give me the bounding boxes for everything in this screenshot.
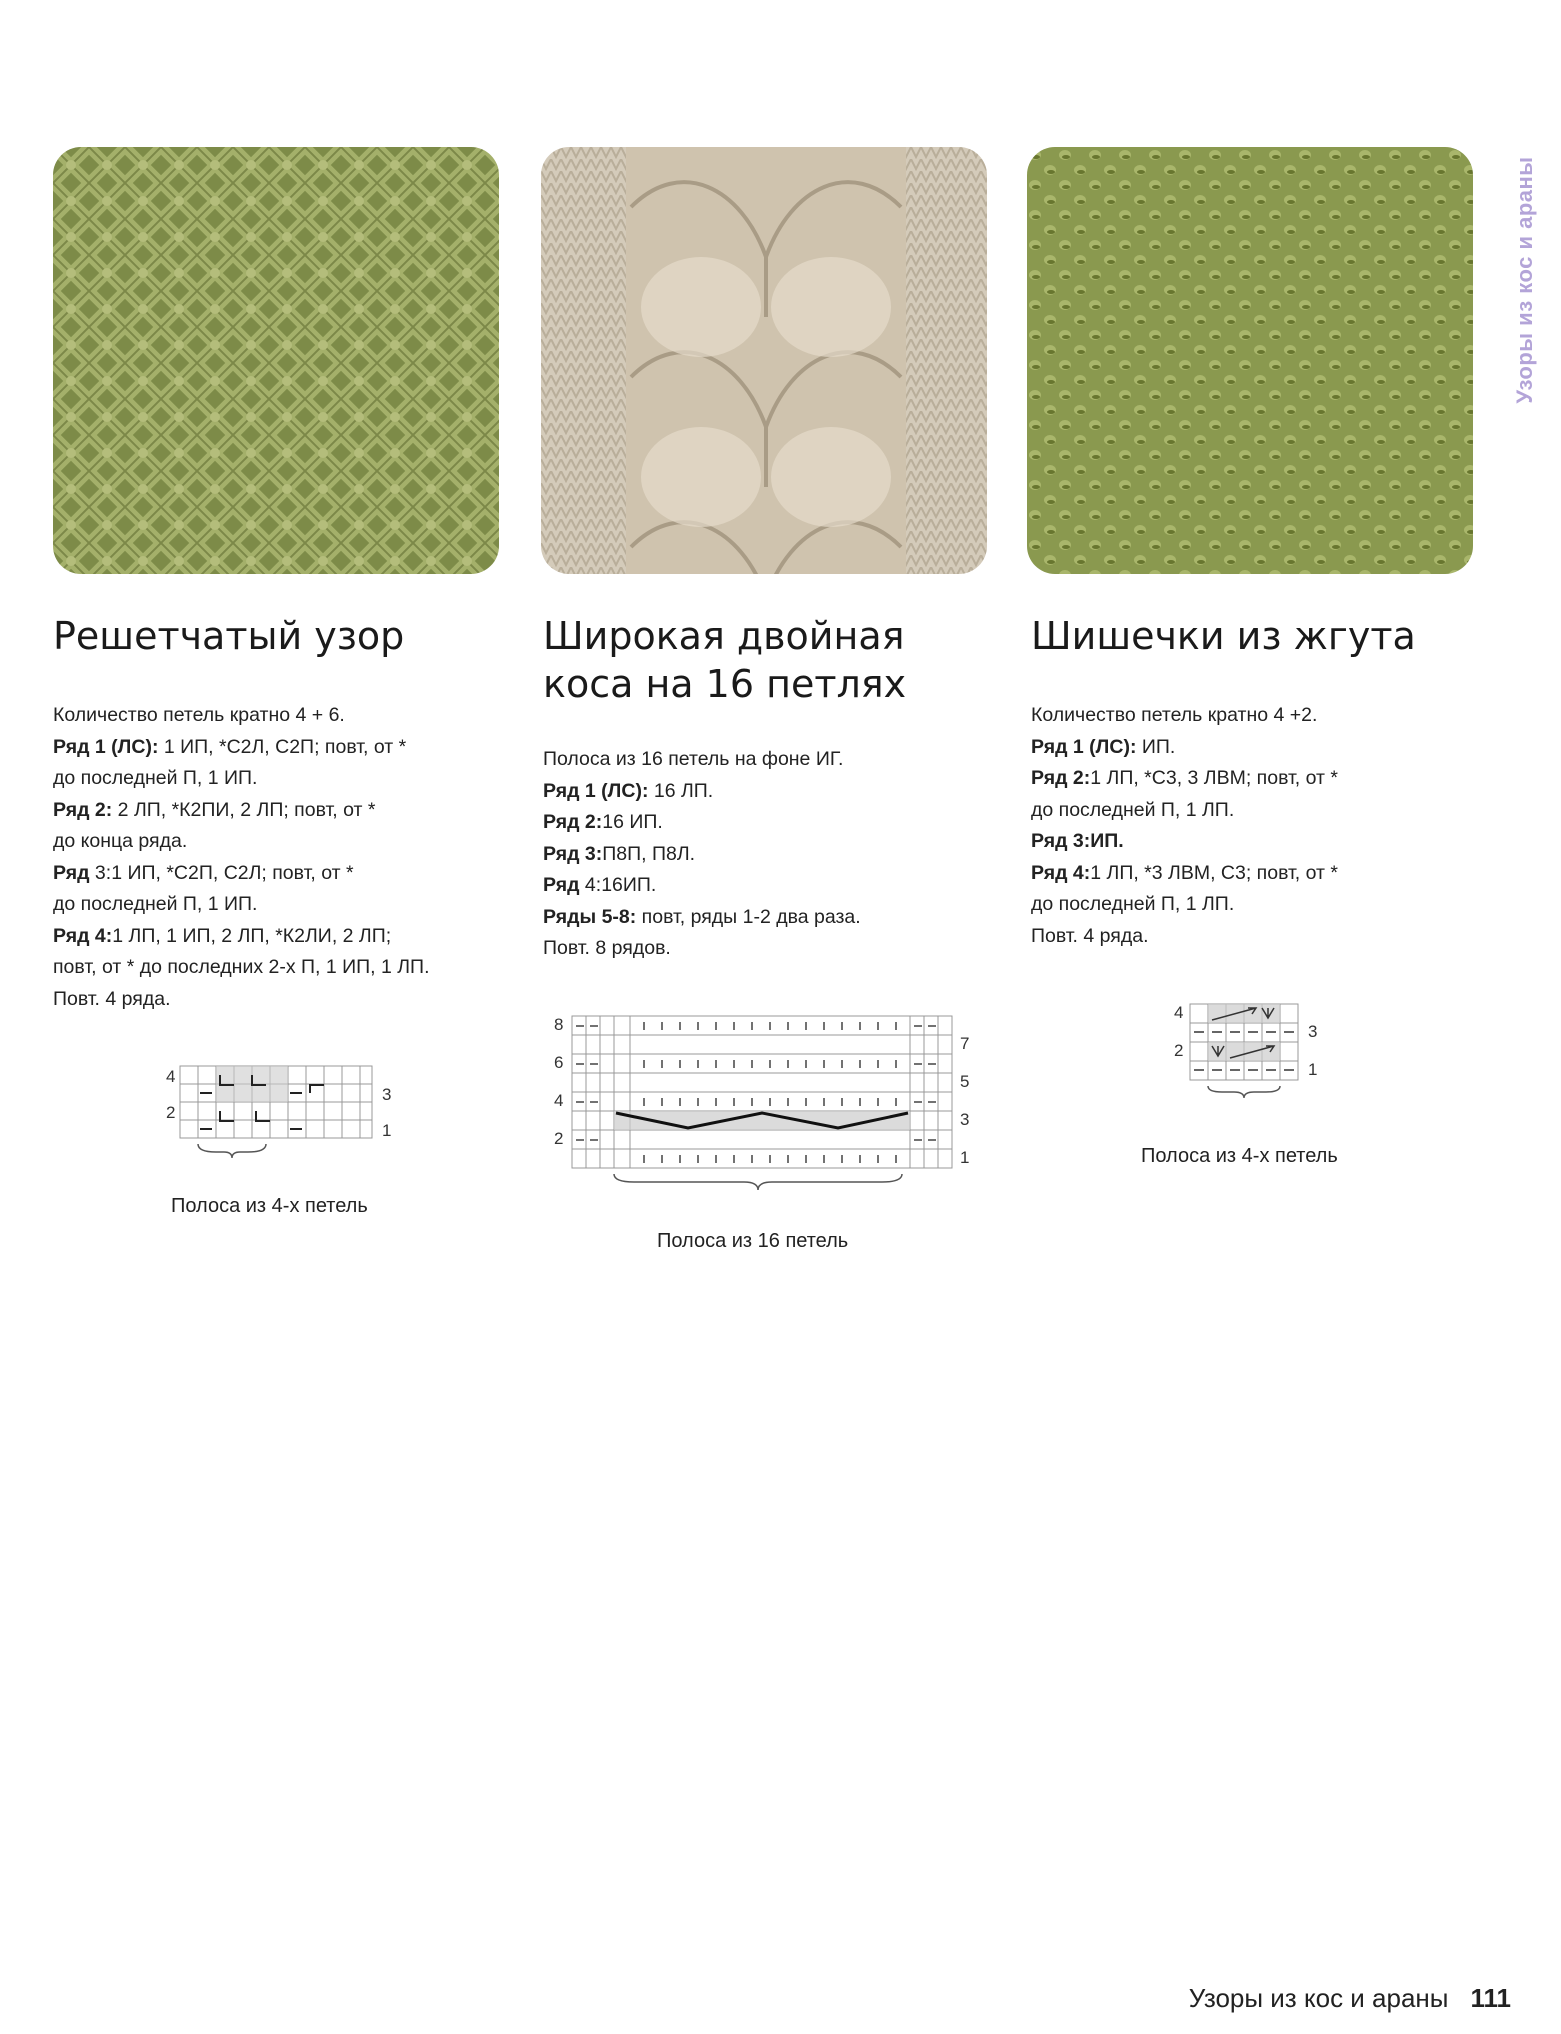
chart-row-label: 1 — [960, 1148, 970, 1167]
page-footer — [1189, 1983, 1511, 2014]
instruction-line: Количество петель кратно 4 +2. — [1031, 704, 1318, 726]
swatch-photo-lattice — [53, 147, 499, 574]
side-tab-section — [1505, 150, 1545, 410]
instruction-line: Ряд 1 (ЛС): ИП. — [1031, 735, 1176, 758]
footer-section-title: Узоры из кос и араны — [1188, 1983, 1449, 2013]
instruction-line: Ряд 1 (ЛС): 16 ЛП. — [543, 779, 714, 802]
page-number: 111 — [1470, 1983, 1511, 2013]
instructions — [1031, 700, 1471, 952]
instruction-line: Полоса из 16 петель на фоне ИГ. — [543, 748, 844, 770]
instruction-line: Ряд 4:1 ЛП, *3 ЛВМ, С3; повт, от * — [1031, 861, 1338, 884]
chart-row-label: 5 — [960, 1072, 970, 1091]
pattern-title: Широкая двойная коса на 16 петлях — [543, 614, 907, 706]
chart-caption: Полоса из 4-х петель — [171, 1195, 368, 1217]
instruction-line: Ряд 2:1 ЛП, *С3, 3 ЛВМ; повт, от * — [1031, 767, 1338, 789]
instruction-line: Ряд 3:П8П, П8Л. — [543, 842, 696, 865]
instruction-line: Ряд 1 (ЛС): 1 ИП, *С2Л, С2П; повт, от * — [53, 735, 407, 758]
instruction-line: Ряд 3:ИП. — [1031, 830, 1124, 852]
chart-row-label: 7 — [960, 1034, 970, 1053]
instruction-line: Повт. 8 рядов. — [543, 937, 671, 959]
instruction-line: Повт. 4 ряда. — [1031, 924, 1149, 947]
instruction-line: Повт. 4 ряда. — [53, 987, 171, 1010]
instruction-line: до последней П, 1 ЛП. — [1031, 893, 1235, 915]
instruction-line: повт, от * до последних 2-х П, 1 ИП, 1 ЛП. — [53, 956, 430, 978]
chart-row-label: 2 — [1174, 1041, 1184, 1060]
instruction-line: до последней П, 1 ИП. — [53, 767, 258, 789]
instruction-line: до конца ряда. — [53, 830, 188, 852]
swatch-photo-double-cable — [541, 147, 987, 574]
chart-row-label: 8 — [554, 1015, 564, 1034]
instruction-line: Ряд 3:1 ИП, *С2П, С2Л; повт, от * — [53, 861, 354, 884]
chart-row-label: 2 — [166, 1103, 176, 1122]
chart-caption: Полоса из 16 петель — [657, 1230, 849, 1252]
chart-row-label: 3 — [382, 1085, 392, 1104]
knitting-chart-double-cable — [548, 1012, 978, 1192]
pattern-double-cable — [543, 612, 983, 965]
instruction-line: Ряд 2:16 ИП. — [543, 811, 663, 833]
instruction-line: до последней П, 1 ЛП. — [1031, 798, 1235, 821]
pattern-cable-bobbles — [1031, 612, 1471, 952]
chart-row-label: 3 — [960, 1110, 970, 1129]
instruction-line: Ряды 5-8: повт, ряды 1-2 два раза. — [543, 905, 861, 928]
instruction-line: до последней П, 1 ИП. — [53, 893, 258, 915]
chart-row-label: 4 — [166, 1067, 176, 1086]
chart-row-label: 1 — [382, 1121, 392, 1140]
pattern-title: Шишечки из жгута — [1031, 614, 1416, 658]
instructions — [53, 700, 493, 1015]
chart-row-label: 3 — [1308, 1022, 1318, 1041]
chart-row-label: 4 — [554, 1091, 564, 1110]
knitting-chart-lattice — [160, 1062, 400, 1162]
instruction-line: Ряд 4:1 ЛП, 1 ИП, 2 ЛП, *К2ЛИ, 2 ЛП; — [53, 924, 392, 947]
instruction-line: Ряд 2: 2 ЛП, *К2ПИ, 2 ЛП; повт, от * — [53, 798, 376, 821]
instructions — [543, 744, 983, 965]
chart-row-label: 1 — [1308, 1060, 1318, 1079]
instruction-line: Ряд 4:16ИП. — [543, 874, 657, 896]
chart-caption: Полоса из 4-х петель — [1141, 1145, 1338, 1167]
swatch-photo-cable-bobbles — [1027, 147, 1473, 574]
chart-row-label: 4 — [1174, 1003, 1184, 1022]
chart-row-label: 6 — [554, 1053, 564, 1072]
pattern-title: Решетчатый узор — [53, 614, 405, 658]
instruction-line: Количество петель кратно 4 + 6. — [53, 704, 345, 726]
side-tab-label: Узоры из кос и араны — [1512, 156, 1537, 404]
pattern-lattice — [53, 612, 493, 1015]
knitting-chart-cable-bobbles — [1168, 1000, 1328, 1110]
chart-row-label: 2 — [554, 1129, 564, 1148]
